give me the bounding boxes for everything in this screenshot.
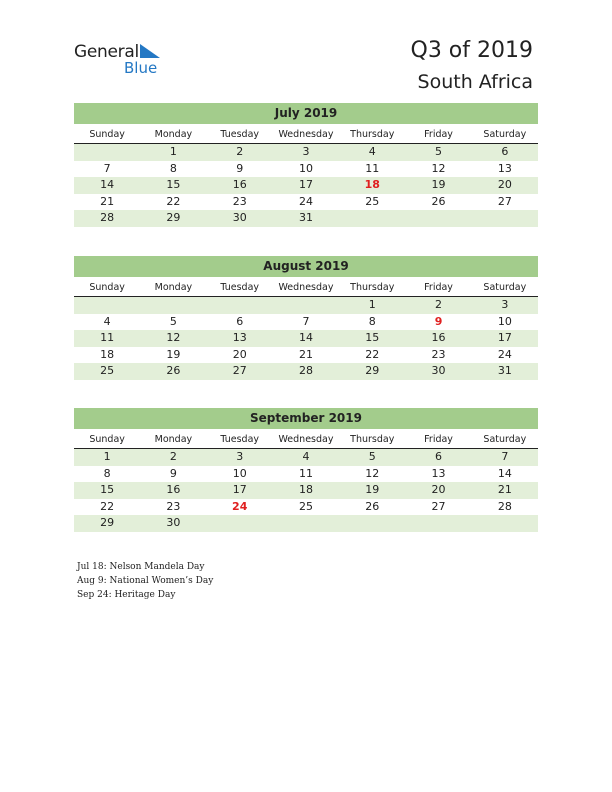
day-cell: 27 — [232, 364, 247, 377]
day-cell — [405, 515, 471, 532]
quarter-title: Q3 of 2019 — [410, 38, 533, 63]
day-cell: 4 — [302, 450, 310, 463]
week-row — [74, 177, 538, 194]
day-cell: 16 — [431, 331, 446, 344]
week-row — [74, 314, 538, 331]
day-cell: 29 — [166, 211, 181, 224]
day-cell: 3 — [501, 298, 509, 311]
day-cell: 15 — [166, 178, 181, 191]
day-cell — [405, 210, 471, 227]
day-cell: 13 — [497, 161, 512, 175]
week-row — [74, 161, 538, 178]
day-cell: 14 — [298, 331, 313, 344]
week-row — [74, 515, 538, 532]
day-cell: 22 — [100, 499, 115, 513]
weekday-label: Friday — [424, 282, 453, 293]
day-cell: 23 — [166, 499, 181, 513]
day-cell: 25 — [100, 364, 115, 377]
day-cell: 3 — [236, 450, 244, 463]
day-cell: 21 — [298, 347, 313, 361]
weekday-label: Sunday — [89, 434, 125, 445]
day-cell: 11 — [100, 331, 115, 344]
day-cell: 7 — [302, 314, 310, 328]
holiday-day-cell: 18 — [364, 178, 380, 191]
day-cell: 12 — [166, 331, 181, 344]
weekday-label: Tuesday — [220, 129, 260, 140]
week-row — [74, 363, 538, 380]
month-september — [74, 408, 538, 532]
weekday-label: Thursday — [350, 434, 395, 445]
day-cell: 21 — [497, 483, 512, 496]
day-cell: 28 — [298, 364, 313, 377]
day-cell: 14 — [497, 466, 512, 480]
day-cell: 28 — [497, 499, 512, 513]
day-cell: 30 — [431, 364, 446, 377]
week-row — [74, 330, 538, 347]
month-july — [74, 103, 538, 227]
weekday-header-row — [74, 279, 538, 297]
day-cell: 29 — [100, 516, 115, 529]
day-cell: 2 — [236, 145, 244, 158]
day-cell: 23 — [232, 194, 247, 208]
day-cell — [472, 210, 538, 227]
weekday-label: Saturday — [483, 129, 527, 140]
week-row — [74, 499, 538, 516]
day-cell: 24 — [497, 347, 512, 361]
day-cell: 27 — [431, 499, 446, 513]
weekday-label: Sunday — [89, 282, 125, 293]
day-cell — [74, 297, 140, 314]
day-cell: 17 — [497, 331, 512, 344]
day-cell: 5 — [169, 314, 177, 328]
day-cell: 27 — [497, 194, 512, 208]
holiday-day-cell: 24 — [232, 499, 248, 513]
day-cell: 3 — [302, 145, 310, 158]
week-row — [74, 144, 538, 161]
holiday-notes — [77, 560, 213, 602]
weekday-label: Thursday — [350, 282, 395, 293]
day-cell: 1 — [103, 450, 111, 463]
day-cell: 30 — [166, 516, 181, 529]
day-cell: 12 — [431, 161, 446, 175]
weekday-label: Saturday — [483, 282, 527, 293]
day-cell — [339, 515, 405, 532]
day-cell: 19 — [166, 347, 181, 361]
holiday-note: Jul 18: Nelson Mandela Day — [77, 562, 205, 572]
day-cell: 20 — [431, 483, 446, 496]
day-cell: 6 — [501, 145, 509, 158]
day-cell: 21 — [100, 194, 115, 208]
day-cell: 11 — [298, 466, 313, 480]
day-cell: 20 — [497, 178, 512, 191]
day-cell: 10 — [497, 314, 512, 328]
day-cell: 16 — [166, 483, 181, 496]
weekday-label: Tuesday — [220, 434, 260, 445]
weekday-header-row — [74, 431, 538, 449]
month-august — [74, 256, 538, 380]
day-cell: 8 — [368, 314, 376, 328]
weekday-label: Thursday — [350, 129, 395, 140]
week-row — [74, 466, 538, 483]
weekday-label: Monday — [154, 129, 193, 140]
day-cell: 17 — [298, 178, 313, 191]
week-row — [74, 347, 538, 364]
holiday-day-cell: 9 — [434, 314, 443, 328]
week-row — [74, 194, 538, 211]
day-cell: 10 — [232, 466, 247, 480]
day-cell: 18 — [298, 483, 313, 496]
weekday-label: Sunday — [89, 129, 125, 140]
weekday-label: Wednesday — [278, 434, 334, 445]
day-cell: 4 — [103, 314, 111, 328]
day-cell: 19 — [365, 483, 380, 496]
weekday-header-row — [74, 126, 538, 144]
week-row — [74, 482, 538, 499]
day-cell: 12 — [365, 466, 380, 480]
day-cell: 31 — [497, 364, 512, 377]
weekday-label: Wednesday — [278, 129, 334, 140]
day-cell: 15 — [365, 331, 380, 344]
weekday-label: Tuesday — [220, 282, 260, 293]
weekday-label: Friday — [424, 434, 453, 445]
day-cell: 23 — [431, 347, 446, 361]
day-cell: 7 — [501, 450, 509, 463]
day-cell: 8 — [103, 466, 111, 480]
day-cell — [207, 515, 273, 532]
weekday-label: Monday — [154, 282, 193, 293]
logo-text-blue: Blue — [124, 59, 158, 77]
day-cell: 22 — [365, 347, 380, 361]
day-cell: 15 — [100, 483, 115, 496]
day-cell: 13 — [232, 331, 247, 344]
day-cell — [207, 297, 273, 314]
day-cell — [273, 515, 339, 532]
weekday-label: Wednesday — [278, 282, 334, 293]
day-cell: 4 — [368, 145, 376, 158]
month-title: September 2019 — [74, 408, 538, 429]
day-cell: 18 — [100, 347, 115, 361]
general-blue-logo — [74, 42, 174, 82]
day-cell — [472, 515, 538, 532]
day-cell — [339, 210, 405, 227]
day-cell: 5 — [368, 450, 376, 463]
day-cell: 31 — [298, 211, 313, 224]
logo-text-general: General — [74, 42, 139, 62]
day-cell: 26 — [166, 364, 181, 377]
month-title: July 2019 — [74, 103, 538, 124]
day-cell: 11 — [365, 161, 380, 175]
month-title: August 2019 — [74, 256, 538, 277]
day-cell: 17 — [232, 483, 247, 496]
day-cell: 14 — [100, 178, 115, 191]
day-cell: 30 — [232, 211, 247, 224]
logo-flag-icon — [140, 44, 162, 60]
day-cell: 26 — [431, 194, 446, 208]
day-cell: 5 — [435, 145, 443, 158]
day-cell: 22 — [166, 194, 181, 208]
day-cell: 13 — [431, 466, 446, 480]
day-cell: 2 — [169, 450, 177, 463]
day-cell: 9 — [236, 161, 244, 175]
day-cell: 1 — [169, 145, 177, 158]
day-cell — [140, 297, 206, 314]
day-cell: 16 — [232, 178, 247, 191]
day-cell: 10 — [298, 161, 313, 175]
day-cell: 25 — [365, 194, 380, 208]
weekday-label: Saturday — [483, 434, 527, 445]
holiday-note: Sep 24: Heritage Day — [77, 590, 176, 600]
day-cell: 26 — [365, 499, 380, 513]
day-cell: 24 — [298, 194, 313, 208]
day-cell: 25 — [298, 499, 313, 513]
week-row — [74, 297, 538, 314]
country-title: South Africa — [417, 71, 533, 93]
day-cell: 2 — [435, 298, 443, 311]
day-cell: 29 — [365, 364, 380, 377]
day-cell: 1 — [368, 298, 376, 311]
week-row — [74, 449, 538, 466]
day-cell: 9 — [169, 466, 177, 480]
day-cell: 20 — [232, 347, 247, 361]
day-cell: 7 — [103, 161, 111, 175]
day-cell: 6 — [236, 314, 244, 328]
day-cell: 19 — [431, 178, 446, 191]
day-cell — [74, 144, 140, 161]
day-cell — [273, 297, 339, 314]
holiday-note: Aug 9: National Women’s Day — [77, 576, 214, 586]
week-row — [74, 210, 538, 227]
weekday-label: Monday — [154, 434, 193, 445]
day-cell: 28 — [100, 211, 115, 224]
weekday-label: Friday — [424, 129, 453, 140]
day-cell: 6 — [435, 450, 443, 463]
day-cell: 8 — [169, 161, 177, 175]
